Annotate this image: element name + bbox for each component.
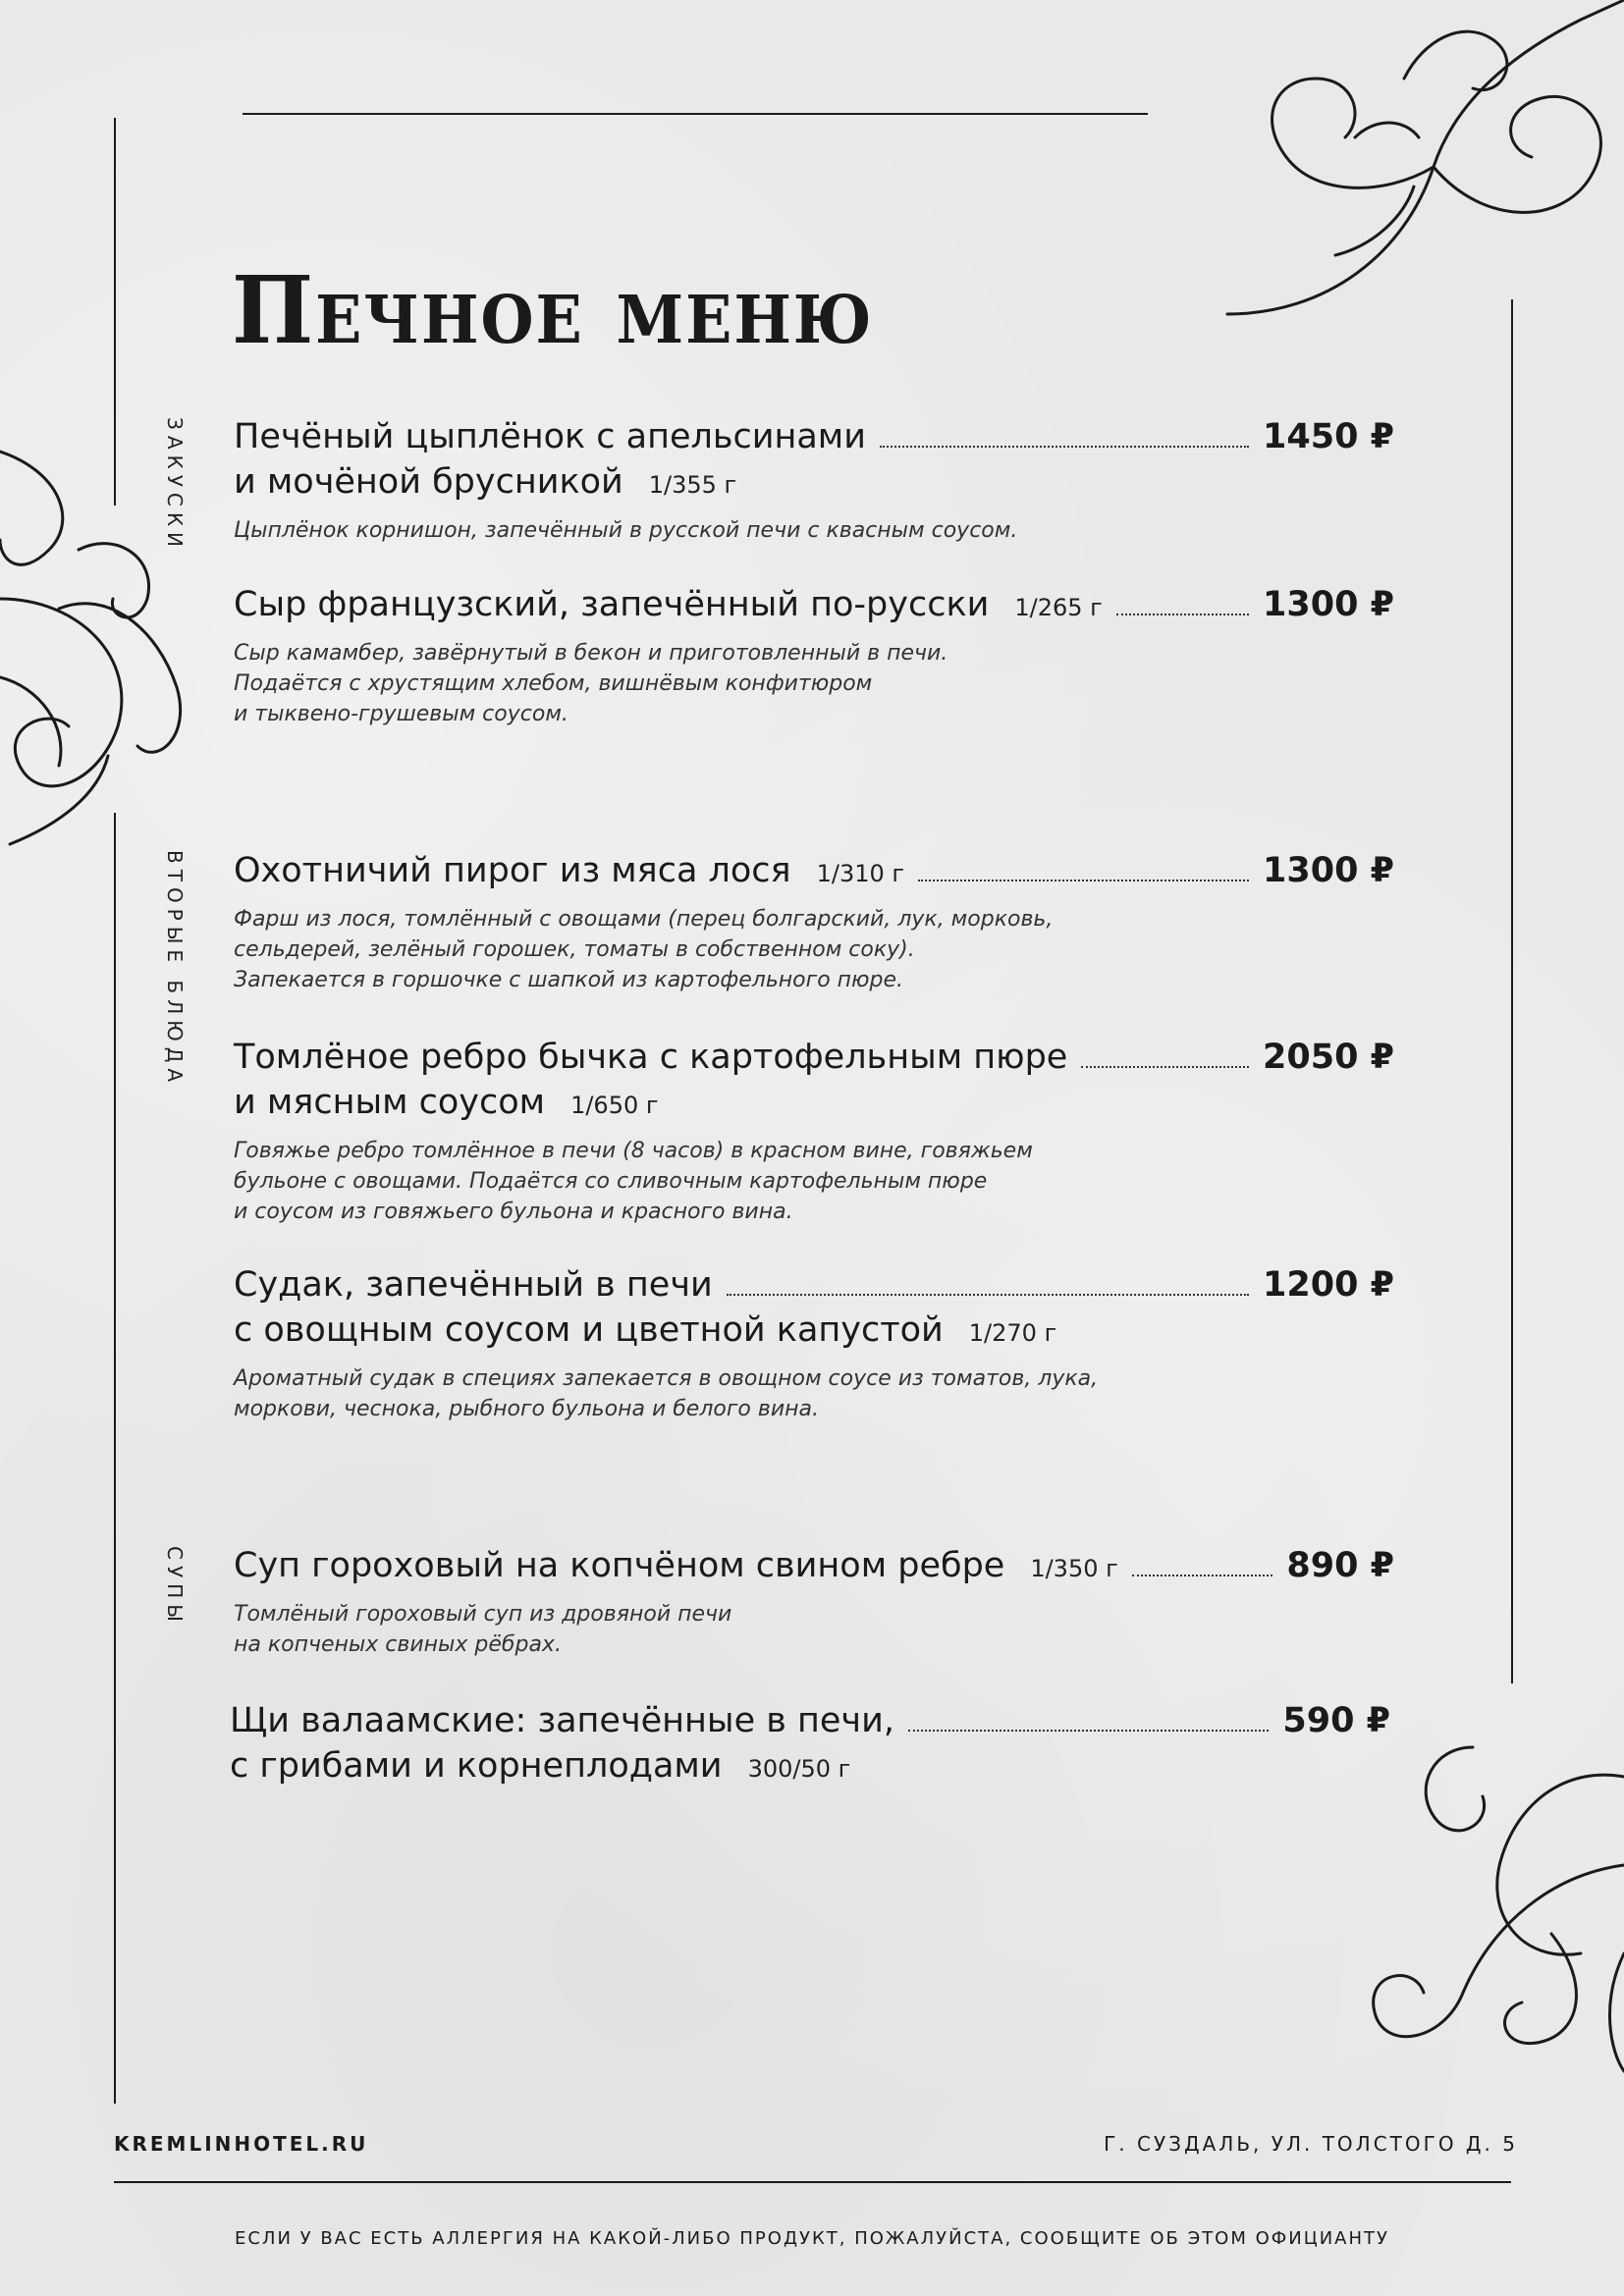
leader-dots — [880, 446, 1249, 448]
item-price: 1300 ₽ — [1263, 585, 1394, 624]
item-weight: 300/50 г — [747, 1755, 851, 1783]
top-rule — [243, 113, 1148, 115]
website-link[interactable]: KREMLINHOTEL.RU — [114, 2132, 369, 2156]
item-name: Охотничий пирог из мяса лося — [234, 851, 791, 890]
item-name: Томлёное ребро бычка с картофельным пюре — [234, 1038, 1068, 1077]
item-name-line2: с грибами и корнеплодами — [230, 1746, 723, 1786]
item-name: Щи валаамские: запечённые в печи, — [230, 1701, 894, 1740]
item-price: 890 ₽ — [1286, 1546, 1394, 1585]
left-rule-2 — [114, 813, 116, 2104]
leader-dots — [908, 1730, 1269, 1732]
item-weight: 1/355 г — [648, 471, 737, 499]
footer-rule — [114, 2181, 1511, 2183]
item-weight: 1/350 г — [1030, 1555, 1118, 1582]
leader-dots — [727, 1294, 1249, 1296]
ornament-top-right — [1208, 0, 1624, 334]
item-price: 1200 ₽ — [1263, 1265, 1394, 1305]
item-name: Сыр французский, запечённый по-русски — [234, 585, 990, 624]
item-price: 1300 ₽ — [1263, 851, 1394, 890]
item-description: Говяжье ребро томлённое в печи (8 часов) в красном вине, говяжьем бульоне с овощами. Подаётся со сливочным картофельным пюре и соусом из говяжьего бульона и красного вина. — [234, 1139, 1033, 1224]
menu-item — [234, 414, 1394, 546]
right-rule — [1511, 299, 1513, 1683]
item-name-line2: с овощным соусом и цветной капустой — [234, 1310, 944, 1350]
item-name: Печёный цыплёнок с апельсинами — [234, 417, 866, 456]
item-price: 2050 ₽ — [1263, 1038, 1394, 1077]
menu-title: Печное меню — [232, 254, 874, 365]
menu-item — [234, 1262, 1394, 1424]
item-price: 590 ₽ — [1282, 1701, 1390, 1740]
item-description: Ароматный судак в специях запекается в овощном соусе из томатов, лука, моркови, чеснока, рыбного бульона и белого вина. — [234, 1366, 1099, 1421]
item-weight: 1/310 г — [816, 860, 905, 887]
leader-dots — [918, 880, 1249, 881]
ornament-bottom-right — [1355, 1708, 1624, 2081]
leader-dots — [1132, 1575, 1273, 1576]
section-label-soups: СУПЫ — [163, 1546, 187, 1628]
item-description: Сыр камамбер, завёрнутый в бекон и приготовленный в печи. Подаётся с хрустящим хлебом, вишнёвым конфитюром и тыквено-грушевым соусом. — [234, 641, 948, 726]
allergy-note: ЕСЛИ У ВАС ЕСТЬ АЛЛЕРГИЯ НА КАКОЙ-ЛИБО ПРОДУКТ, ПОЖАЛУЙСТА, СООБЩИТЕ ОБ ЭТОМ ОФИЦИАНТУ — [234, 2228, 1389, 2249]
menu-item — [234, 1543, 1394, 1660]
item-weight: 1/270 г — [968, 1319, 1057, 1347]
menu-item — [234, 848, 1394, 995]
item-weight: 1/265 г — [1014, 594, 1103, 621]
item-description: Фарш из лося, томлённый с овощами (перец болгарский, лук, морковь, сельдерей, зелёный горошек, томаты в собственном соку). Запекается в горшочке с шапкой из картофельного пюре. — [234, 907, 1054, 992]
item-price: 1450 ₽ — [1263, 417, 1394, 456]
leader-dots — [1116, 614, 1249, 615]
section-label-appetizers: ЗАКУСКИ — [163, 417, 187, 554]
item-name: Суп гороховый на копчёном свином ребре — [234, 1546, 1005, 1585]
menu-item — [234, 582, 1394, 729]
item-description: Цыплёнок корнишон, запечённый в русской печи с квасным соусом. — [234, 518, 1018, 543]
menu-item — [234, 1035, 1394, 1227]
item-name-line2: и мочёной брусникой — [234, 462, 623, 502]
section-label-mains: ВТОРЫЕ БЛЮДА — [163, 850, 187, 1089]
item-weight: 1/650 г — [570, 1092, 659, 1119]
menu-item — [230, 1698, 1390, 1791]
leader-dots — [1081, 1066, 1249, 1068]
item-description: Томлёный гороховый суп из дровяной печи на копченых свиных рёбрах. — [234, 1602, 732, 1657]
item-name: Судак, запечённый в печи — [234, 1265, 713, 1305]
address: Г. СУЗДАЛЬ, УЛ. ТОЛСТОГО Д. 5 — [1104, 2132, 1518, 2156]
item-name-line2: и мясным соусом — [234, 1083, 546, 1122]
